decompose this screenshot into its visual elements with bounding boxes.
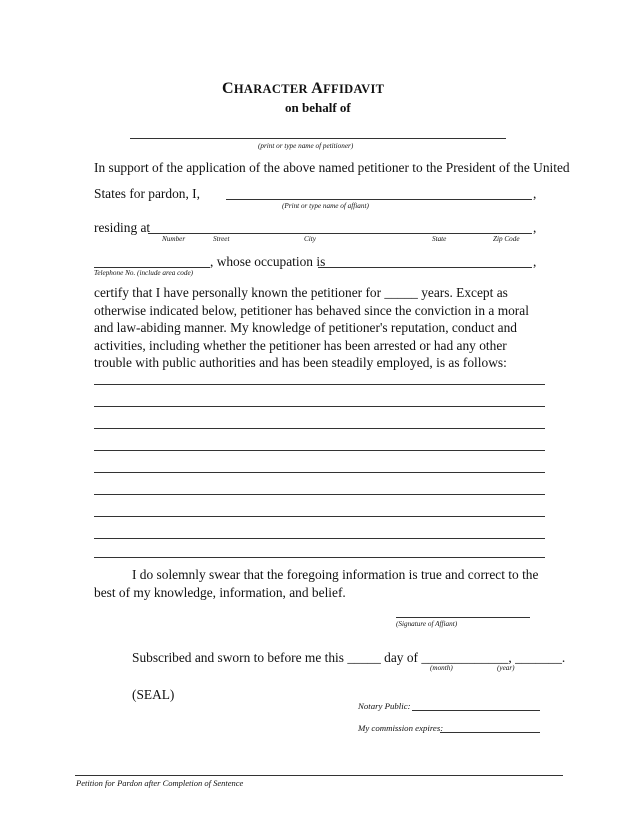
occupation-label: , whose occupation is [210, 254, 326, 269]
commission-expires-line[interactable] [440, 732, 540, 733]
address-zip-caption: Zip Code [493, 235, 520, 243]
footer-rule [75, 775, 563, 776]
residing-label: residing at [94, 220, 151, 235]
occupation-comma: , [533, 254, 537, 269]
affiant-comma: , [533, 186, 537, 201]
certify-paragraph: certify that I have personally known the petitioner for _____ years. Except as otherwise indicated below, petitioner has behaved since the conviction in a moral and law-abiding manner. My knowledge of petitioner's reputation, conduct and activities, including whether the petitioner has been arrested or had any other trouble with public authorities and has been steadily employed, is as follows: [94, 285, 529, 370]
answer-line-2[interactable] [94, 406, 545, 407]
petitioner-name-line[interactable] [130, 138, 506, 139]
support-line-1: In support of the application of the above named petitioner to the President of the United [94, 160, 570, 175]
notary-public-label: Notary Public: [358, 701, 411, 711]
seal-label: (SEAL) [132, 687, 175, 702]
answer-line-6[interactable] [94, 494, 545, 495]
answer-line-7[interactable] [94, 516, 545, 517]
address-street-caption: Street [213, 235, 230, 243]
document-subtitle: on behalf of [285, 100, 351, 115]
occupation-line[interactable] [318, 267, 532, 268]
month-caption: (month) [430, 664, 453, 672]
answer-line-5[interactable] [94, 472, 545, 473]
address-city-caption: City [304, 235, 316, 243]
document-title: CHARACTER AFFIDAVIT [222, 80, 385, 97]
address-comma: , [533, 220, 537, 235]
commission-expires-label: My commission expires: [358, 723, 444, 733]
subscribed-text: Subscribed and sworn to before me this _____ day of _____________, _______. [132, 650, 566, 665]
address-number-caption: Number [162, 235, 186, 243]
telephone-caption: Telephone No. (include area code) [94, 269, 194, 277]
notary-public-line[interactable] [412, 710, 540, 711]
address-line[interactable] [148, 233, 532, 234]
answer-line-9[interactable] [94, 557, 545, 558]
affiant-name-line[interactable] [226, 199, 532, 200]
answer-line-8[interactable] [94, 538, 545, 539]
answer-line-1[interactable] [94, 384, 545, 385]
signature-caption: (Signature of Affiant) [396, 620, 458, 628]
year-caption: (year) [497, 664, 515, 672]
petitioner-caption: (print or type name of petitioner) [258, 142, 354, 150]
answer-line-4[interactable] [94, 450, 545, 451]
swear-paragraph: I do solemnly swear that the foregoing information is true and correct to the best of my knowledge, information, and belief. [94, 567, 539, 600]
support-line-2: States for pardon, I, [94, 186, 200, 201]
address-state-caption: State [432, 235, 447, 243]
signature-line[interactable] [396, 617, 530, 618]
affiant-caption: (Print or type name of affiant) [282, 202, 369, 210]
telephone-line[interactable] [94, 267, 210, 268]
answer-line-3[interactable] [94, 428, 545, 429]
footer-text: Petition for Pardon after Completion of Sentence [76, 778, 244, 788]
